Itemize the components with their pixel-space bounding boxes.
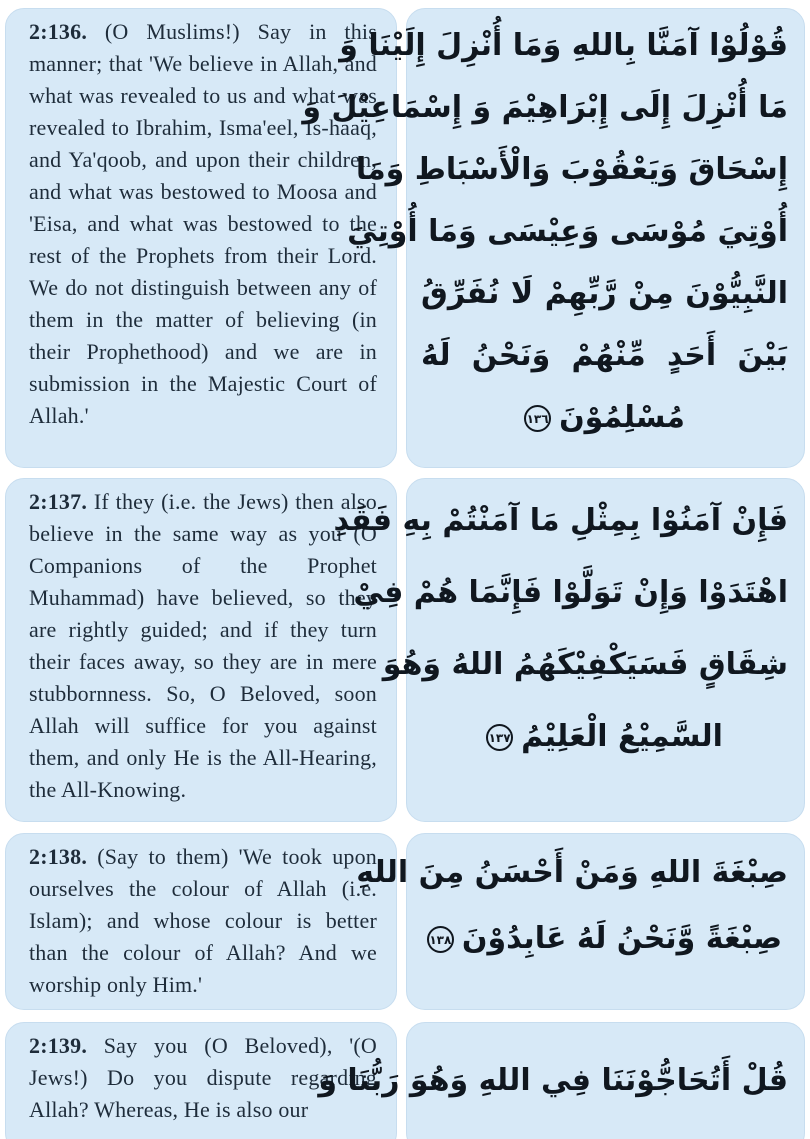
arabic-verse-text — [318, 1023, 804, 1119]
arabic-line: فَإِنْ آمَنُوْا بِمِثْلِ مَا آمَنْتُمْ بِهِ فَقَدِ — [333, 503, 788, 538]
arabic-line: شِقَاقٍ فَسَيَكْفِيْكَهُمُ اللهُ وَهُوَ — [382, 647, 788, 682]
arabic-line: صِبْغَةَ اللهِ وَمَنْ أَحْسَنُ مِنَ اللهِ — [356, 855, 788, 890]
verse-translation-text — [6, 9, 396, 432]
arabic-line: اهْتَدَوْا وَإِنْ تَوَلَّوْا فَإِنَّمَا هُمْ فِيْ — [353, 575, 788, 610]
arabic-line-text: السَّمِيْعُ الْعَلِيْمُ — [521, 719, 723, 754]
arabic-line: النَّبِيُّوْنَ مِنْ رَّبِّهِمْ لَا نُفَرِّقُ — [421, 276, 788, 311]
arabic-verse-box — [356, 833, 805, 1010]
translation-body: Say you (O Beloved), '(O Jews!) Do you dispute regarding Allah? Whereas, He is also our — [29, 1033, 377, 1122]
translation-body: (O Muslims!) Say in this manner; that 'We believe in Allah, and what was revealed to us and what was revealed to Ibrahim, Isma'eel, Is-haaq, and Ya'qoob, and upon their children, and what was bestowed to Moosa and 'Eisa, and what was bestowed to the rest of the Prophets from their Lord. We do not distinguish between any of them in the matter of believing (in their Prophethood) and we are in submission in the Majestic Court of Allah.' — [29, 19, 377, 428]
verse-reference: 2:139. — [29, 1033, 88, 1058]
verse-number-circle: ١٣٦ — [524, 405, 551, 432]
arabic-line: إِسْحَاقَ وَيَعْقُوْبَ وَالْأَسْبَاطِ وَمَا — [355, 152, 788, 187]
arabic-verse-box — [318, 1022, 805, 1139]
arabic-last-line — [421, 906, 788, 972]
arabic-last-line — [421, 701, 788, 773]
arabic-verse-box — [302, 8, 805, 468]
arabic-verse-text — [302, 9, 804, 449]
arabic-line: مَا أُنْزِلَ إِلَى إِبْرَاهِيْمَ وَ إِسْمَاعِيْلَ وَ — [302, 90, 788, 125]
arabic-line-text: مُسْلِمُوْنَ — [559, 400, 685, 435]
verse-row-2-136 — [0, 8, 810, 468]
verse-row-2-139 — [0, 1022, 810, 1139]
arabic-line-text: صِبْغَةً وَّنَحْنُ لَهُ عَابِدُوْنَ — [461, 921, 783, 956]
arabic-line: أُوْتِيَ مُوْسَى وَعِيْسَى وَمَا أُوْتِيَ — [347, 214, 788, 249]
arabic-line: بَيْنَ أَحَدٍ مِّنْهُمْ وَنَحْنُ لَهُ — [421, 338, 788, 373]
arabic-verse-box — [333, 478, 805, 822]
translation-body: (Say to them) 'We took upon ourselves the colour of Allah (i.e. Islam); and whose colour is better than the colour of Allah? And we worship only Him.' — [29, 844, 378, 997]
arabic-verse-text — [356, 834, 804, 972]
verse-reference: 2:137. — [29, 489, 88, 514]
english-translation-box — [5, 833, 397, 1010]
verse-row-2-138 — [0, 833, 810, 1010]
verse-number-circle: ١٣٨ — [427, 926, 454, 953]
verse-reference: 2:136. — [29, 19, 88, 44]
verse-translation-text — [6, 834, 396, 1001]
arabic-last-line — [421, 387, 788, 449]
verse-row-2-137 — [0, 478, 810, 822]
arabic-verse-text — [333, 479, 804, 773]
translation-body: If they (i.e. the Jews) then also believe in the same way as you (O Companions of the Prophet Muhammad) have believed, so they are rightly guided; and if they turn their faces away, so they are in mere stubbornness. So, O Beloved, soon Allah will suffice for you against them, and only He is the All-Hearing, the All-Knowing. — [29, 489, 377, 802]
verse-reference: 2:138. — [29, 844, 88, 869]
arabic-line-text: قُلْ أَتُحَاجُّوْنَنَا فِي اللهِ وَهُوَ رَبُّنَا وَ — [318, 1063, 788, 1098]
verse-number-circle: ١٣٧ — [486, 724, 513, 751]
arabic-last-line — [318, 1029, 788, 1119]
arabic-line: قُوْلُوْا آمَنَّا بِاللهِ وَمَا أُنْزِلَ إِلَيْنَا وَ — [339, 28, 788, 63]
